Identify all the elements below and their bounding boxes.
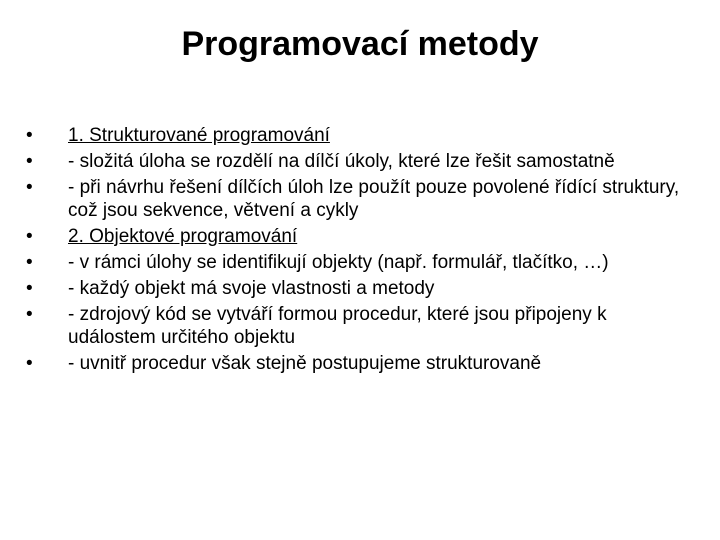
bullet-icon: • [26,151,33,172]
bullet-item [26,352,686,375]
bullet-item [26,277,686,300]
bullet-item [26,124,686,147]
bullet-icon: • [26,278,33,299]
bullet-icon: • [26,177,33,198]
bullet-icon: • [26,125,33,146]
bullet-list [26,124,686,378]
bullet-text: - při návrhu řešení dílčích úloh lze použít pouze povolené řídící struktury, což jsou sekvence, větvení a cykly [68,177,680,221]
bullet-text: - každý objekt má svoje vlastnosti a metody [68,278,435,299]
bullet-icon: • [26,353,33,374]
bullet-text: - v rámci úlohy se identifikují objekty (např. formulář, tlačítko, …) [68,252,609,273]
bullet-item [26,303,686,349]
bullet-item [26,176,686,222]
bullet-text: - zdrojový kód se vytváří formou procedur, které jsou připojeny k událostem určitého objektu [68,304,607,348]
bullet-icon: • [26,226,33,247]
bullet-item [26,150,686,173]
bullet-text: - složitá úloha se rozdělí na dílčí úkoly, které lze řešit samostatně [68,151,615,172]
bullet-item [26,225,686,248]
bullet-icon: • [26,252,33,273]
bullet-icon: • [26,304,33,325]
slide-title: Programovací metody [181,25,539,63]
bullet-text: - uvnitř procedur však stejně postupujeme strukturovaně [68,353,542,374]
bullet-item [26,251,686,274]
heading-object-programming: 2. Objektové programování [68,226,298,247]
heading-structured-programming: 1. Strukturované programování [68,125,330,146]
